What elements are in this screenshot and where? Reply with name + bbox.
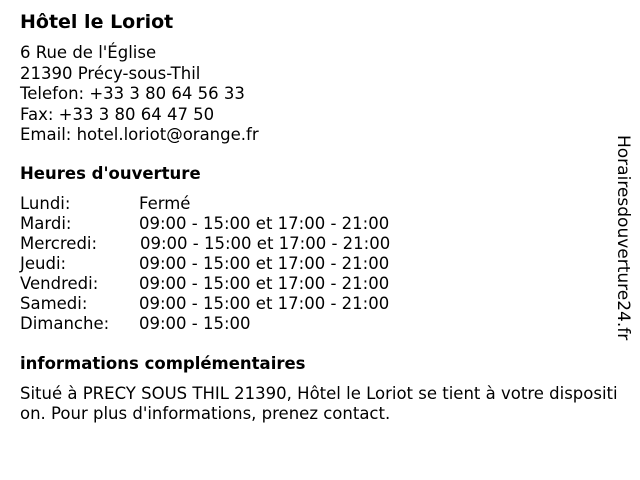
time-value: 09:00 - 15:00 et 17:00 - 21:00 bbox=[139, 294, 390, 313]
day-label: Mercredi: bbox=[20, 234, 98, 253]
page-title: Hôtel le Loriot bbox=[20, 11, 174, 33]
contact-block bbox=[20, 43, 259, 146]
day-label: Mardi: bbox=[20, 214, 72, 233]
fax-number: Fax: +33 3 80 64 47 50 bbox=[20, 104, 215, 124]
day-label: Samedi: bbox=[20, 294, 88, 313]
site-watermark: Horairesdouverture24.fr bbox=[613, 135, 633, 341]
time-value: 09:00 - 15:00 et 17:00 - 21:00 bbox=[139, 214, 390, 233]
additional-info-heading: informations complémentaires bbox=[20, 354, 306, 373]
time-value: Fermé bbox=[139, 194, 191, 213]
day-label: Jeudi: bbox=[20, 254, 67, 273]
opening-hours-heading: Heures d'ouverture bbox=[20, 164, 201, 183]
day-label: Dimanche: bbox=[20, 314, 110, 333]
time-value: 09:00 - 15:00 et 17:00 - 21:00 bbox=[139, 274, 390, 293]
phone-number: Telefon: +33 3 80 64 56 33 bbox=[20, 84, 245, 103]
address-line-1: 6 Rue de l'Église bbox=[20, 43, 157, 62]
day-label: Lundi: bbox=[20, 194, 71, 213]
email-address: Email: hotel.loriot@orange.fr bbox=[20, 125, 259, 144]
day-label: Vendredi: bbox=[20, 274, 99, 293]
address-line-2: 21390 Précy-sous-Thil bbox=[20, 63, 201, 83]
time-value: 09:00 - 15:00 bbox=[139, 314, 251, 333]
time-value: 09:00 - 15:00 et 17:00 - 21:00 bbox=[139, 254, 390, 273]
time-value: 09:00 - 15:00 et 17:00 - 21:00 bbox=[140, 234, 391, 253]
additional-info-text: Situé à PRECY SOUS THIL 21390, Hôtel le Loriot se tient à votre disposition. Pour plus d'informations, prenez contact. bbox=[20, 384, 618, 423]
